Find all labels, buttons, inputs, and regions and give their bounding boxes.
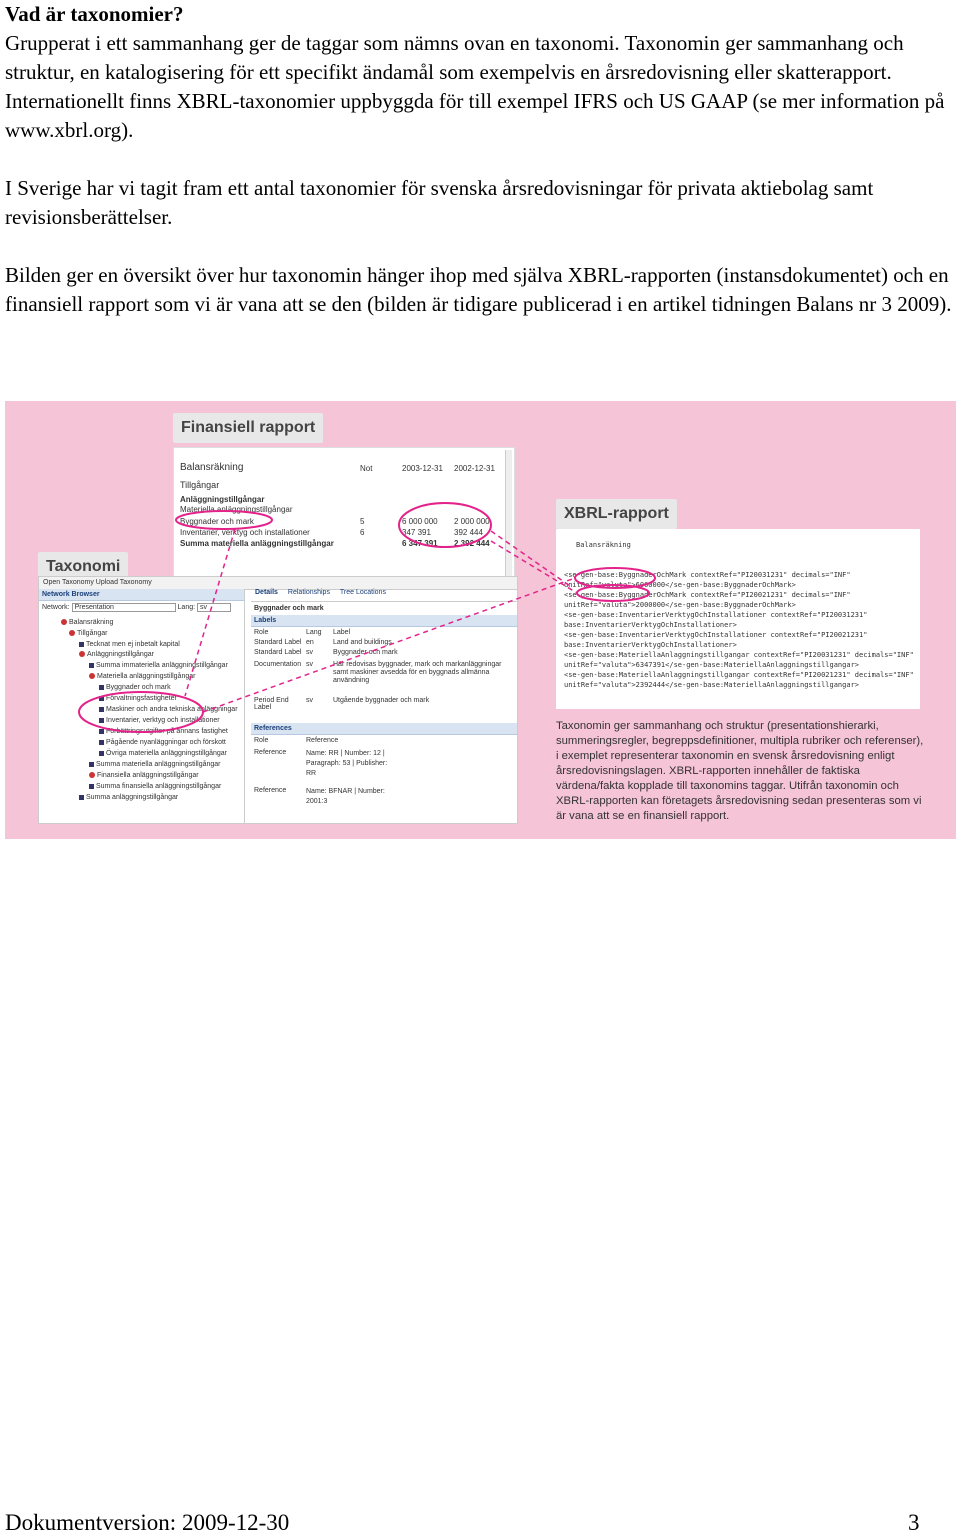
tree-item[interactable]: Övriga materiella anläggningstillgångar xyxy=(99,750,227,757)
tree-item[interactable]: Anläggningstillgångar xyxy=(79,651,154,658)
balance-sheet-title: Balansräkning xyxy=(180,462,244,473)
detail-title: Byggnader och mark xyxy=(254,605,324,612)
fin-row: Byggnader och mark 5 6 000 000 2 000 000 xyxy=(180,517,490,526)
network-label: Network: xyxy=(42,604,70,611)
tab-tree-locations[interactable]: Tree Locations xyxy=(339,589,386,596)
network-select[interactable]: Presentation xyxy=(72,603,176,612)
tree-item[interactable]: Balansräkning xyxy=(61,619,113,626)
labels-header: Labels xyxy=(251,615,517,627)
col-year-1: 2003-12-31 xyxy=(402,464,443,473)
labels-table: Role Lang Label Standard Label en Land and buildings Standard Label sv Byggnader och mark Documentation sv Här redovisas byggnader, mark och markanläggningar samt maskiner avsedda för en byggnads allmänna användning Period End Label sv Utgående byggnader och mark xyxy=(254,629,502,711)
network-browser-header: Network Browser xyxy=(39,589,244,601)
tree-item[interactable]: Finansiella anläggningstillgångar xyxy=(89,772,199,779)
xbrl-report-tag: XBRL-rapport xyxy=(556,499,677,529)
tree-item[interactable]: Materiella anläggningstillgångar xyxy=(89,673,195,680)
col-year-2: 2002-12-31 xyxy=(454,464,495,473)
body-text xyxy=(5,0,955,348)
paragraph-2: I Sverige har vi tagit fram ett antal taxonomier för svenska årsredovisningar för privata aktiebolag samt revisionsberättelser. xyxy=(5,176,874,229)
connector-overlay xyxy=(5,401,956,839)
tree-item[interactable]: Förvaltningsfastigheter xyxy=(99,695,177,702)
xbrl-title: Balansräkning xyxy=(576,541,631,549)
xbrl-line: unitRef="valuta">2000000</se-gen-base:ByggnaderOchMark> xyxy=(564,601,796,609)
lang-select[interactable]: sv xyxy=(197,603,231,612)
references-header: References xyxy=(251,723,517,735)
tree-item[interactable]: Summa anläggningstillgångar xyxy=(79,794,178,801)
connector-fin-xbrl xyxy=(491,531,570,586)
highlight-ellipse-fin-values xyxy=(399,503,491,547)
tree-item[interactable]: Maskiner och andra tekniska anläggningar xyxy=(99,706,238,713)
xbrl-line: base:InventarierVerktygOchInstallationer> xyxy=(564,641,737,649)
highlight-ellipse-fin-label xyxy=(176,511,272,529)
xbrl-line: <se-gen-base:InventarierVerktygOchInstallationer contextRef="PI20021231" xyxy=(564,631,868,639)
paragraph-3: Bilden ger en översikt över hur taxonomin hänger ihop med själva XBRL-rapporten (instansdokumentet) och en finansiell rapport som vi är vana att se den (bilden är tidigare publicerad i en artikel tidningen Balans nr 3 2009). xyxy=(5,263,952,316)
document-version: Dokumentversion: 2009-12-30 xyxy=(5,1510,290,1535)
taxonomy-tag: Taxonomi xyxy=(38,552,128,582)
tree-item[interactable]: Tecknat men ej inbetalt kapital xyxy=(79,641,180,648)
xbrl-line: <se-gen-base:MateriellaAnlaggningstillgangar contextRef="PI20031231" decimals="INF" xyxy=(564,651,914,659)
xbrl-line: <se-gen-base:MateriellaAnlaggningstillgangar contextRef="PI20021231" decimals="INF" xyxy=(564,671,914,679)
figure-caption: Taxonomin ger sammanhang och struktur (presentationshierarki, summeringsregler, begreppsdefinitioner, multipla rubriker och referenser), i exemplet representerar taxonomin en svensk årsredovisning enligt årsredovisningslagen. XBRL-rapporten innehåller de faktiska värdena/fakta kopplade till taxonomins taggar. Utifrån taxonomin och XBRL-rapporten kan företagets årsredovisning sedan presenteras som vi är vana att se en finansiell rapport. xyxy=(556,720,924,822)
col-note: Not xyxy=(360,464,373,473)
xbrl-line: base:InventarierVerktygOchInstallationer> xyxy=(564,621,737,629)
lang-label: Lang: xyxy=(177,604,196,611)
tree-item[interactable]: Inventarier, verktyg och installationer xyxy=(99,717,220,724)
fin-row: Inventarier, verktyg och installationer 6 347 391 392 444 xyxy=(180,528,483,537)
xbrl-line: <se-gen-base:ByggnaderOchMark contextRef="PI20021231" decimals="INF" xyxy=(564,591,851,599)
connector-fin-tax xyxy=(185,529,235,696)
connector-fin-xbrl-value xyxy=(491,541,577,593)
page-number: 3 xyxy=(908,1510,920,1535)
tree-item[interactable]: Summa finansiella anläggningstillgångar xyxy=(89,783,221,790)
tree-item[interactable]: Förbättringsutgifter på annans fastighet xyxy=(99,728,228,735)
xbrl-line: unitRef="valuta">6000000</se-gen-base:ByggnaderOchMark> xyxy=(564,581,796,589)
tree-item[interactable]: Byggnader och mark xyxy=(99,684,171,691)
taxonomy-figure xyxy=(5,401,956,839)
tab-relationships[interactable]: Relationships xyxy=(287,589,330,596)
tree-item[interactable]: Tillgångar xyxy=(69,630,107,637)
xbrl-line: unitRef="valuta">2392444</se-gen-base:MateriellaAnlaggningstillgangar> xyxy=(564,681,860,689)
tree-item[interactable]: Pågående nyanläggningar och förskott xyxy=(99,739,226,746)
xbrl-line: <se-gen-base:InventarierVerktygOchInstallationer contextRef="PI20031231" xyxy=(564,611,868,619)
fin-row: Summa materiella anläggningstillgångar 6 347 391 2 392 444 xyxy=(180,539,490,548)
xbrl-line: unitRef="valuta">6347391</se-gen-base:MateriellaAnlaggningstillgangar> xyxy=(564,661,860,669)
tangible-assets-label: Materiella anläggningstillgångar xyxy=(180,505,293,514)
highlight-ellipse-tax-item xyxy=(79,692,203,732)
tree-item[interactable]: Summa immateriella anläggningstillgångar xyxy=(89,662,228,669)
xbrl-line: <se-gen-base:ByggnaderOchMark contextRef="PI20031231" decimals="INF" xyxy=(564,571,851,579)
references-table: Role Reference Reference Name: RR | Number: 12 | Paragraph: 53 | Publisher: RR Reference Name: BFNAR | Number: 2001:3 xyxy=(254,737,388,805)
tree-item[interactable]: Summa materiella anläggningstillgångar xyxy=(89,761,221,768)
tab-details[interactable]: Details xyxy=(255,589,278,596)
connector-tax-xbrl xyxy=(203,578,575,712)
taxonomy-menu[interactable]: Open Taxonomy Upload Taxonomy xyxy=(39,577,517,590)
financial-report-tag: Finansiell rapport xyxy=(173,413,323,443)
assets-label: Tillgångar xyxy=(180,480,220,490)
section-heading: Vad är taxonomier? xyxy=(5,2,184,26)
fixed-assets-label: Anläggningstillgångar xyxy=(180,495,265,504)
paragraph-1: Grupperat i ett sammanhang ger de taggar som nämns ovan en taxonomi. Taxonomin ger sammanhang och struktur, en katalogisering för ett specifikt ändamål som exempelvis en årsredovisning eller skatterapport. Internationellt finns XBRL-taxonomier uppbyggda för till exempel IFRS och US GAAP (se mer information på www.xbrl.org). xyxy=(5,31,945,142)
